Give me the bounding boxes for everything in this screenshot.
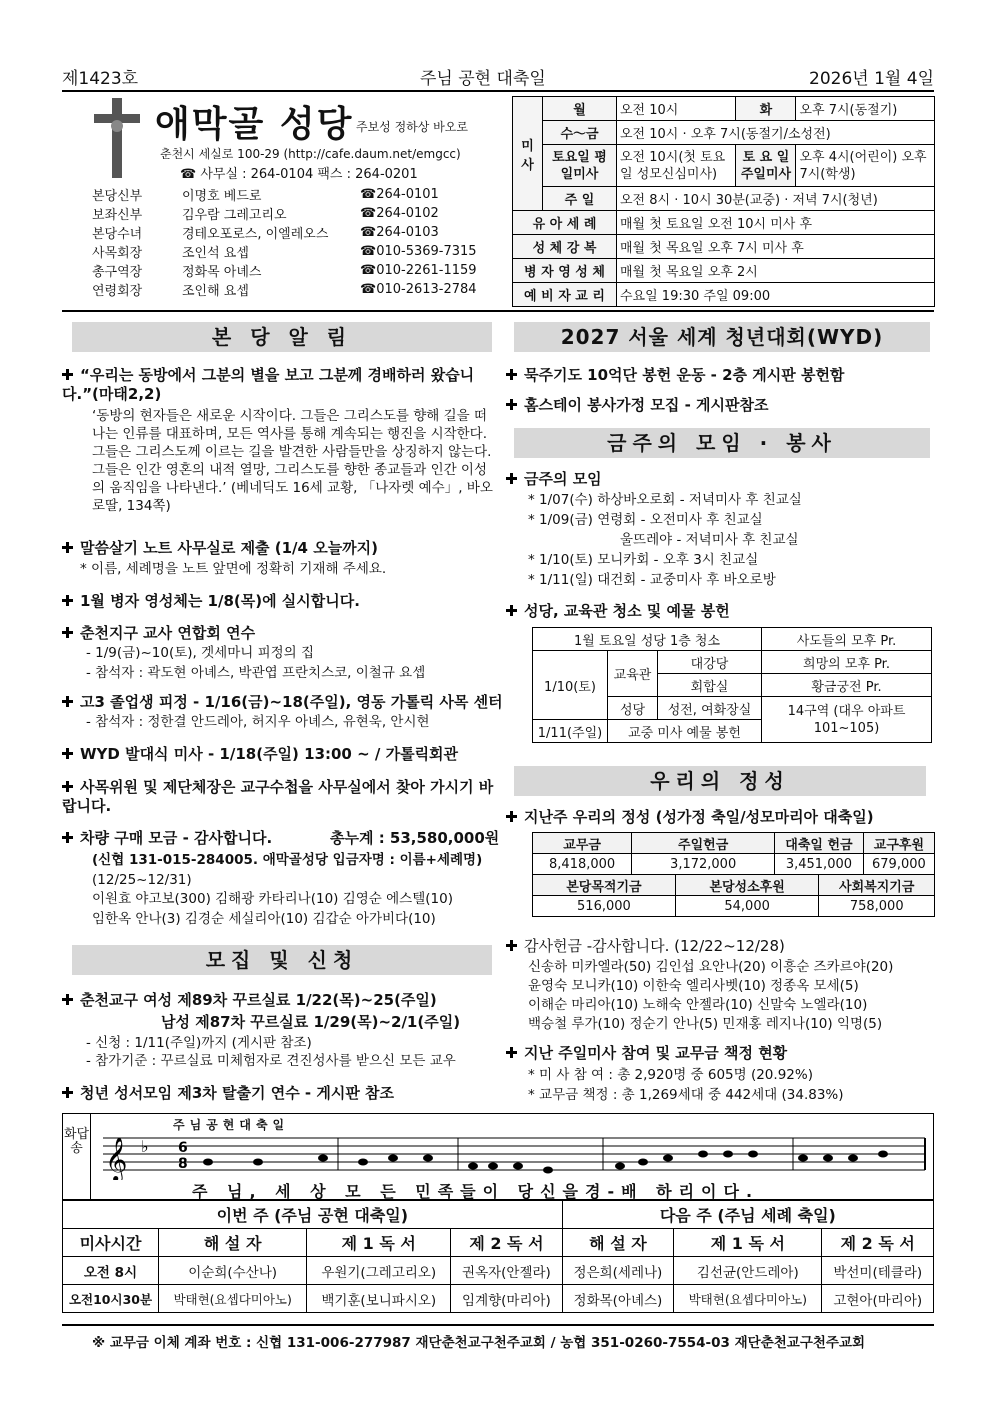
cross-bullet-icon (506, 1047, 517, 1058)
mass-schedule-table (512, 96, 935, 307)
sacrament-time: 수요일 19:30 주일 09:00 (617, 283, 935, 307)
mass-time: 오전 10시 · 오후 7시(동절기/소성전) (617, 121, 935, 145)
top-divider (62, 310, 934, 312)
staff-role: 총구역장 (92, 265, 143, 280)
section-offering: 우리의 정성 (514, 766, 926, 796)
notice-text: 고3 졸업생 피정 - 1/16(금)~18(주일), 영동 가톨릭 사목 센터 (80, 693, 503, 711)
cell: 1월 토요일 성당 1층 청소 (533, 628, 762, 651)
cross-bullet-icon (62, 1087, 73, 1098)
cell: 고현아(마리아) (822, 1285, 934, 1313)
notice-item (62, 624, 255, 643)
staff-role: 사목회장 (92, 246, 143, 261)
mass-time: 오전 10시 (617, 97, 736, 121)
staff-name: 이명호 베드로 (182, 189, 262, 204)
staff-row (92, 242, 492, 261)
donor-list: 임한옥 안나(3) 김경순 세실리아(10) 김갑순 아가비다(10) (92, 911, 436, 927)
staff-phone: 264-0103 (376, 225, 439, 240)
meeting-item (506, 470, 602, 489)
header-divider (62, 90, 934, 92)
meeting-line: * 1/10(토) 모니카회 - 오후 3시 친교실 (528, 552, 759, 568)
cross-bullet-icon (62, 748, 73, 759)
staff-notation-icon (93, 1128, 933, 1180)
mass-day: 토 요 일 주일미사 (736, 145, 796, 187)
mass-time: 오후 4시(어린이) 오후 7시(학생) (796, 145, 935, 187)
cell: 박선미(테클라) (822, 1257, 934, 1285)
meeting-line: 울뜨레야 - 저녁미사 후 친교실 (620, 532, 799, 548)
mass-time: 오후 7시(동절기) (796, 97, 935, 121)
cell: 679,000 (863, 854, 934, 875)
cross-bullet-icon (506, 605, 517, 616)
stats-line: * 미 사 참 여 : 총 2,920명 중 605명 (20.92%) (528, 1067, 813, 1083)
cell: 권옥자(안젤라) (451, 1257, 562, 1285)
staff-row (92, 204, 492, 223)
meeting-line: * 1/07(수) 하상바오로회 - 저녁미사 후 친교실 (528, 492, 802, 508)
quote-title: “우리는 동방에서 그분의 별을 보고 그분께 경배하러 왔습니다.”(마태2,2) (62, 366, 475, 403)
thanks-item (506, 937, 785, 956)
cross-bullet-icon (62, 781, 73, 792)
stats-item (506, 1044, 787, 1063)
cell: 대강당 (658, 651, 762, 674)
staff-name: 조인해 요셉 (182, 284, 249, 299)
staff-phone: 010-2261-1159 (376, 263, 477, 278)
psalm-title: 주님공현대축일 (173, 1118, 290, 1132)
cell: 사도들의 모후 Pr. (762, 628, 932, 651)
staff-name: 경테오포로스, 이엘레오스 (182, 227, 329, 242)
parish-patron: 주보성 정하상 바오로 (356, 120, 468, 134)
cross-logo-icon (92, 96, 142, 180)
cross-bullet-icon (62, 595, 73, 606)
cell: 오전 8시 (63, 1257, 159, 1285)
cross-bullet-icon (62, 627, 73, 638)
svg-text:8: 8 (178, 1156, 188, 1172)
feast-title: 주님 공현 대축일 (420, 69, 546, 89)
offering-title: 지난주 우리의 정성 (성가정 축일/성모마리아 대축일) (524, 808, 874, 826)
thanks-donors: 이해순 마리아(10) 노해숙 안젤라(10) 신말숙 노엘라(10) (528, 997, 868, 1013)
wyd-text: 묵주기도 10억단 봉헌 운동 - 2층 게시판 봉헌함 (524, 366, 845, 384)
mass-day: 화 (736, 97, 796, 121)
phone-icon: ☎ (360, 206, 377, 221)
cell: 본당성소후원 (675, 875, 819, 896)
cell: 오전10시30분 (63, 1285, 159, 1313)
offering-item (506, 808, 874, 827)
staff-phone: 010-5369-7315 (376, 244, 477, 259)
staff-list (92, 185, 492, 299)
cleaning-table (532, 627, 932, 743)
office-phone: ☎ 사무실 : 264-0104 팩스 : 264-0201 (180, 167, 418, 182)
notice-sub: - 1/9(금)~10(토), 겟세마니 피정의 집 (86, 645, 315, 661)
cell: 제 2 독 서 (822, 1229, 934, 1257)
cell: 대축일 헌금 (775, 833, 864, 854)
cell: 본당목적기금 (533, 875, 676, 896)
notice-text: 춘천지구 교사 연합회 연수 (80, 624, 256, 642)
cell: 정화목(아녜스) (562, 1285, 673, 1313)
cell: 1/11(주일) (533, 720, 608, 743)
notice-quote (62, 366, 494, 404)
phone-icon: ☎ (360, 263, 377, 278)
recruit-text: 남성 제87차 꾸르실료 1/29(목)~2/1(주일) (161, 1013, 461, 1031)
psalm-label: 화답송 (63, 1114, 91, 1199)
staff-role: 보좌신부 (92, 208, 143, 223)
cross-bullet-icon (62, 696, 73, 707)
cell: 황금궁전 Pr. (762, 674, 932, 697)
notice-item (62, 539, 494, 558)
issue-number: 제1423호 (62, 69, 139, 89)
staff-role: 연령회장 (92, 284, 143, 299)
wyd-item (506, 396, 768, 415)
mass-day: 주 일 (543, 187, 617, 211)
staff-role: 본당수녀 (92, 227, 143, 242)
svg-text:6: 6 (178, 1140, 188, 1156)
clean-item (506, 602, 730, 621)
thanks-donors: 윤영숙 모니카(10) 이한숙 엘리사벳(10) 정종옥 모세(5) (528, 978, 859, 994)
donation-account: (신협 131-015-284005. 애막골성당 입금자명 : 이름+세례명) (92, 852, 483, 868)
cell: 제 1 독 서 (307, 1229, 451, 1257)
parish-name: 애막골 성당 (155, 104, 354, 145)
staff-name: 김우람 그레고리오 (182, 208, 287, 223)
notice-text: 사목위원 및 제단체장은 교구수첩을 사무실에서 찾아 가시기 바랍니다. (62, 778, 494, 815)
notice-sub: - 참석자 : 정한결 안드레아, 허지우 아녜스, 유현욱, 안시현 (86, 714, 430, 730)
mass-day: 수～금 (543, 121, 617, 145)
recruit-sub: - 참가기준 : 꾸르실료 미체험자로 견진성사를 받으신 모든 교우 (86, 1053, 456, 1069)
cell: 다음 주 (주님 세례 축일) (562, 1201, 933, 1229)
footer-divider (62, 1324, 934, 1326)
cross-bullet-icon (62, 542, 73, 553)
recruit-item (62, 1084, 394, 1103)
cell: 이순희(수산나) (159, 1257, 307, 1285)
cross-bullet-icon (62, 832, 73, 843)
section-notice: 본 당 알 림 (72, 322, 492, 352)
stats-line: * 교무금 책정 : 총 1,269세대 중 442세대 (34.83%) (528, 1087, 844, 1103)
sacrament-label: 성 체 강 복 (513, 235, 617, 259)
recruit-item (62, 991, 437, 1010)
mass-time: 오전 10시(첫 토요일 성모신심미사) (617, 145, 736, 187)
cell: 516,000 (533, 896, 676, 917)
phone-icon: ☎ (360, 225, 377, 240)
cross-bullet-icon (506, 940, 517, 951)
cell: 정은희(세레나) (562, 1257, 673, 1285)
cell: 제 1 독 서 (674, 1229, 822, 1257)
cross-bullet-icon (506, 369, 517, 380)
cell: 8,418,000 (533, 854, 632, 875)
section-recruit: 모집 및 신청 (72, 945, 492, 975)
readers-table (62, 1200, 934, 1313)
recruit-sub: - 신청 : 1/11(주일)까지 (게시판 참조) (86, 1035, 312, 1051)
donor-list: 이원효 야고보(300) 김해광 카타리나(10) 김영순 에스텔(10) (92, 891, 453, 907)
sacrament-label: 병 자 영 성 체 (513, 259, 617, 283)
cell: 해 설 자 (159, 1229, 307, 1257)
mass-time: 오전 8시 · 10시 30분(교중) · 저녁 7시(청년) (617, 187, 935, 211)
cell: 성당 (608, 697, 658, 720)
cell: 백기훈(보니파시오) (307, 1285, 451, 1313)
recruit-text: 청년 성서모임 제3차 탈출기 연수 - 게시판 참조 (80, 1084, 395, 1102)
notice-item (62, 778, 494, 816)
staff-role: 본당신부 (92, 189, 143, 204)
staff-row (92, 185, 492, 204)
cell: 제 2 독 서 (451, 1229, 562, 1257)
issue-date: 2026년 1월 4일 (809, 69, 934, 89)
psalm-lyrics: 주 님, 세 상 모 든 민족들이 당신을경-배 하리이다. (192, 1182, 760, 1201)
donation-period: (12/25~12/31) (92, 872, 192, 888)
thanks-title: 감사헌금 -감사합니다. (12/22~12/28) (524, 937, 785, 955)
notice-item (62, 592, 360, 611)
notice-item (62, 693, 503, 712)
cell: 교중 미사 예물 봉헌 (608, 720, 762, 743)
staff-row (92, 280, 492, 299)
staff-phone: 010-2613-2784 (376, 282, 477, 297)
offering-table (532, 832, 935, 917)
cross-bullet-icon (506, 399, 517, 410)
cell: 주일헌금 (632, 833, 775, 854)
mass-day: 월 (543, 97, 617, 121)
mass-label: 미 사 (513, 97, 543, 211)
sacrament-label: 유 아 세 례 (513, 211, 617, 235)
cross-bullet-icon (62, 994, 73, 1005)
sacrament-label: 예 비 자 교 리 (513, 283, 617, 307)
cell: 54,000 (675, 896, 819, 917)
notice-text: 말씀살기 노트 사무실로 제출 (1/4 오늘까지) (80, 539, 379, 557)
cell: 희망의 모후 Pr. (762, 651, 932, 674)
cell: 14구역 (대우 아파트 101~105) (762, 697, 932, 743)
cell: 임계향(마리아) (451, 1285, 562, 1313)
cell: 김선균(안드레아) (674, 1257, 822, 1285)
staff-name: 조인석 요셉 (182, 246, 249, 261)
footer-account: ※ 교무금 이체 계좌 번호 : 신협 131-006-277987 재단춘천교구천주교회 / 농협 351-0260-7554-03 재단춘천교구천주교회 (92, 1335, 866, 1351)
cell: 해 설 자 (562, 1229, 673, 1257)
staff-phone: 264-0101 (376, 187, 439, 202)
thanks-donors: 신송하 미카엘라(50) 김인섭 요안나(20) 이흥순 즈카르야(20) (528, 959, 894, 975)
header (62, 64, 934, 89)
section-wyd: 2027 서울 세계 청년대회(WYD) (514, 322, 930, 352)
cell: 3,172,000 (632, 854, 775, 875)
clean-title: 성당, 교육관 청소 및 예물 봉헌 (524, 602, 730, 620)
section-meeting: 금주의 모임 · 봉사 (514, 428, 930, 458)
meeting-title: 금주의 모임 (524, 470, 602, 488)
cell: 758,000 (819, 896, 935, 917)
cell: 우원기(그레고리오) (307, 1257, 451, 1285)
cell: 교무금 (533, 833, 632, 854)
staff-name: 정화목 아녜스 (182, 265, 262, 280)
wyd-text: 홈스테이 봉사가정 모집 - 게시판참조 (524, 396, 769, 414)
cell: 3,451,000 (775, 854, 864, 875)
notice-text: 1월 병자 영성체는 1/8(목)에 실시합니다. (80, 592, 360, 610)
donation-total: 총누계 : 53,580,000원 (330, 829, 500, 847)
cell: 이번 주 (주님 공현 대축일) (63, 1201, 563, 1229)
cell: 박태현(요셉다미아노) (159, 1285, 307, 1313)
notice-sub: - 참석자 : 곽도현 아녜스, 박관엽 프란치스코, 이철규 요셉 (86, 665, 426, 681)
staff-row (92, 223, 492, 242)
notice-item (62, 745, 458, 764)
staff-row (92, 261, 492, 280)
notice-text: 차량 구매 모금 - 감사합니다. (80, 829, 273, 847)
wyd-item (506, 366, 844, 385)
stats-title: 지난 주일미사 참여 및 교무금 책정 현황 (524, 1044, 788, 1062)
mass-day: 토요일 평일미사 (543, 145, 617, 187)
cell: 사회복지기금 (819, 875, 935, 896)
staff-phone: 264-0102 (376, 206, 439, 221)
notice-sub: * 이름, 세례명을 노트 앞면에 정확히 기재해 주세요. (80, 561, 387, 577)
cross-bullet-icon (506, 473, 517, 484)
cell: 성전, 여화장실 (658, 697, 762, 720)
svg-text:𝄞: 𝄞 (105, 1137, 128, 1180)
svg-text:♭: ♭ (141, 1137, 149, 1156)
cell: 교구후원 (863, 833, 934, 854)
phone-icon: ☎ (360, 244, 377, 259)
cross-bullet-icon (62, 369, 73, 380)
cell: 박태현(요셉다미아노) (674, 1285, 822, 1313)
meeting-line: * 1/11(일) 대건회 - 교중미사 후 바오로방 (528, 572, 776, 588)
cross-bullet-icon (506, 811, 517, 822)
quote-body: ‘동방의 현자들은 새로운 시작이다. 그들은 그리스도를 향해 길을 떠나는 인류를 대표하며, 모든 역사를 통해 계속되는 행진을 시작한다. 그들은 그리스도께 이르는 길을 발견한 사람들만을 상징하지 않는다. 그들은 인간 영혼의 내적 열망, 그리스도를 향한 종교들과 인간 이성의 움직임을 나타낸다.’ (베네딕도 16세 교황, 「나자렛 예수」, 바오로딸, 134쪽) (92, 408, 493, 514)
phone-icon: ☎ (360, 187, 377, 202)
phone-icon: ☎ (360, 282, 377, 297)
cell: 회합실 (658, 674, 762, 697)
meeting-line: * 1/09(금) 연령회 - 오전미사 후 친교실 (528, 512, 763, 528)
sacrament-time: 매월 첫 목요일 오후 7시 미사 후 (617, 235, 935, 259)
recruit-text: 춘천교구 여성 제89차 꾸르실료 1/22(목)~25(주일) (80, 991, 437, 1009)
cell: 미사시간 (63, 1229, 159, 1257)
notice-item (62, 829, 272, 848)
sacrament-time: 매월 첫 토요일 오전 10시 미사 후 (617, 211, 935, 235)
parish-address: 춘천시 세실로 100-29 (http://cafe.daum.net/emgcc) (160, 147, 461, 161)
cell: 1/10(토) (533, 651, 608, 720)
notice-text: WYD 발대식 미사 - 1/18(주일) 13:00 ~ / 가톨릭회관 (80, 745, 459, 763)
thanks-donors: 백승철 루가(10) 정순기 안나(5) 민재홍 레지나(10) 익명(5) (528, 1016, 883, 1032)
cell: 교육관 (608, 651, 658, 697)
sacrament-time: 매월 첫 목요일 오후 2시 (617, 259, 935, 283)
